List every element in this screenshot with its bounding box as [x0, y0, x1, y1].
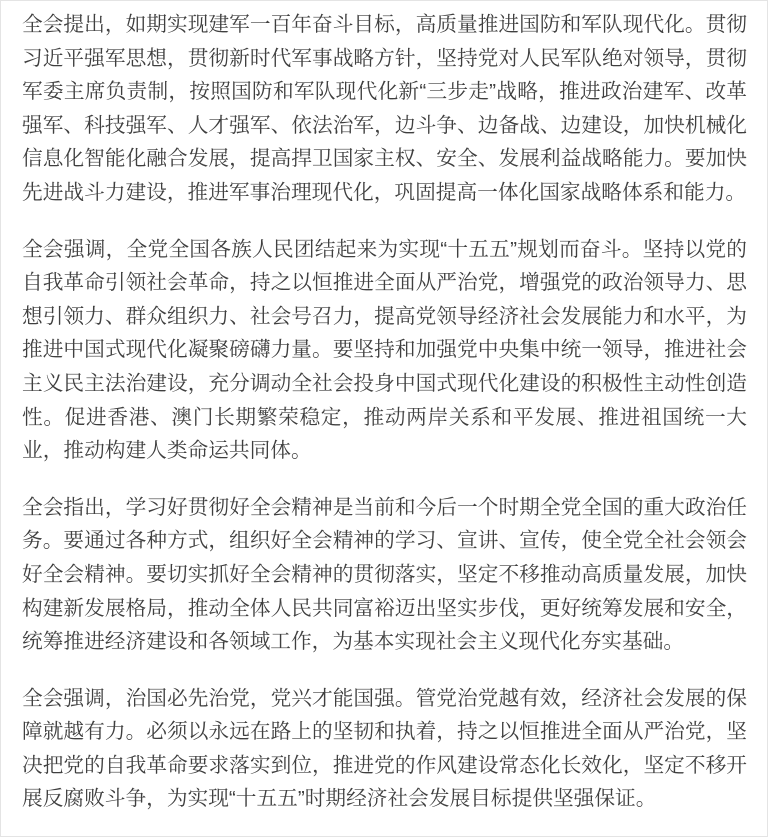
article-paragraph-governance: 全会强调，治国必先治党，党兴才能国强。管党治党越有效，经济社会发展的保障就越有力。必须以永远在路上的坚韧和执着，持之以恒推进全面从严治党，坚决把党的自我革命要求落实到位，推进党的作风建设常态化长效化，坚定不移开展反腐败斗争，为实现“十五五”时期经济社会发展目标提供坚强保证。 — [22, 686, 747, 811]
article-body — [22, 8, 747, 816]
article-paragraph-party-unity: 全会强调，全党全国各族人民团结起来为实现“十五五”规划而奋斗。坚持以党的自我革命引领社会革命，持之以恒推进全面从严治党，增强党的政治领导力、思想引领力、群众组织力、社会号召力，提高党领导经济社会发展能力和水平，为推进中国式现代化凝聚磅礴力量。要坚持和加强党中央集中统一领导，推进社会主义民主法治建设，充分调动全社会投身中国式现代化建设的积极性主动性创造性。促进香港、澳门长期繁荣稳定，推动两岸关系和平发展、推进祖国统一大业，推动构建人类命运共同体。 — [22, 237, 747, 463]
article-paragraph-study-spirit: 全会指出，学习好贯彻好全会精神是当前和今后一个时期全党全国的重大政治任务。要通过各种方式，组织好全会精神的学习、宣讲、宣传，使全党全社会领会好全会精神。要切实抓好全会精神的贯彻落实，坚定不移推动高质量发展，加快构建新发展格局，推动全体人民共同富裕迈出坚实步伐，更好统筹发展和安全，统筹推进经济建设和各领域工作，为基本实现社会主义现代化夯实基础。 — [22, 495, 747, 654]
article-paragraph-military: 全会提出，如期实现建军一百年奋斗目标，高质量推进国防和军队现代化。贯彻习近平强军思想，贯彻新时代军事战略方针，坚持党对人民军队绝对领导，贯彻军委主席负责制，按照国防和军队现代化新“三步走”战略，推进政治建军、改革强军、科技强军、人才强军、依法治军，边斗争、边备战、边建设，加快机械化信息化智能化融合发展，提高捍卫国家主权、安全、发展利益战略能力。要加快先进战斗力建设，推进军事治理现代化，巩固提高一体化国家战略体系和能力。 — [22, 13, 747, 204]
